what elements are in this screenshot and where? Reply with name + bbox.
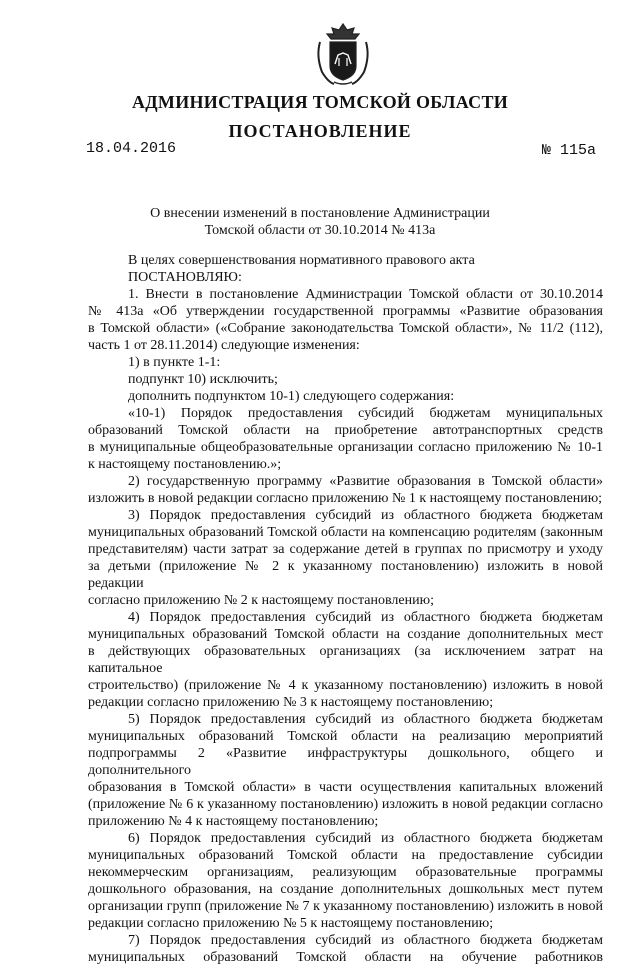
subject-line: Томской области от 30.10.2014 № 413а bbox=[204, 223, 436, 238]
preamble: В целях совершенствования нормативного правового акта bbox=[128, 253, 475, 268]
document-number: № 115а bbox=[541, 142, 596, 159]
body-line: изложить в новой редакции согласно приложению № 1 к настоящему постановлению; bbox=[88, 491, 603, 506]
decree-word: ПОСТАНОВЛЯЮ: bbox=[128, 270, 242, 285]
body-line: 1) в пункте 1-1: bbox=[128, 355, 221, 370]
document-subject bbox=[0, 205, 640, 239]
body-line: к настоящему постановлению.»; bbox=[88, 457, 282, 472]
body-line: в действующих образовательных организациях (за исключением затрат на капитальное bbox=[88, 644, 603, 676]
body-line: 5) Порядок предоставления субсидий из областного бюджета бюджетам bbox=[128, 712, 603, 727]
body-line: образования в Томской области» в части осуществления капитальных вложений bbox=[88, 780, 603, 795]
body-line: муниципальных образований Томской области на обучение работников bbox=[88, 950, 603, 965]
body-line: 1. Внести в постановление Администрации Томской области от 30.10.2014 bbox=[128, 287, 603, 302]
body-line: некоммерческим организациям, реализующим образовательные программы bbox=[88, 865, 603, 880]
body-line: 6) Порядок предоставления субсидий из областного бюджета бюджетам bbox=[128, 831, 603, 846]
body-line: 3) Порядок предоставления субсидий из областного бюджета бюджетам bbox=[128, 508, 603, 523]
subject-line: О внесении изменений в постановление Администрации bbox=[150, 206, 490, 221]
coat-of-arms-emblem bbox=[314, 22, 372, 88]
organization-title: АДМИНИСТРАЦИЯ ТОМСКОЙ ОБЛАСТИ bbox=[131, 92, 509, 112]
body-line: представителям) части затрат за содержание детей в группах по присмотру и уходу bbox=[88, 542, 603, 557]
body-line: в муниципальные общеобразовательные организации согласно приложению № 10-1 bbox=[88, 440, 603, 455]
body-line: в Томской области» («Собрание законодательства Томской области», № 11/2 (112), bbox=[88, 321, 603, 336]
body-line: (приложение № 6 к указанному постановлению) изложить в новой редакции согласно bbox=[88, 797, 603, 812]
body-line: муниципальных образований Томской области на реализацию мероприятий bbox=[88, 729, 603, 744]
body-line: строительство) (приложение № 4 к указанному постановлению) изложить в новой bbox=[88, 678, 603, 693]
body-line: 4) Порядок предоставления субсидий из областного бюджета бюджетам bbox=[128, 610, 603, 625]
body-line: дошкольного образования, на создание дополнительных дошкольных мест путем bbox=[88, 882, 603, 897]
document-date: 18.04.2016 bbox=[86, 140, 177, 157]
body-line: № 413а «Об утверждении государственной программы «Развитие образования bbox=[88, 304, 603, 319]
body-line: муниципальных образований Томской области на компенсацию родителям (законным bbox=[88, 525, 603, 540]
body-line: согласно приложению № 2 к настоящему постановлению; bbox=[88, 593, 434, 608]
body-line: организации групп (приложение № 7 к указанному постановлению) изложить в новой bbox=[88, 899, 603, 914]
body-line: муниципальных образований Томской области на создание дополнительных мест bbox=[88, 627, 603, 642]
body-line: подпрограммы 2 «Развитие инфраструктуры дошкольного, общего и дополнительного bbox=[88, 746, 603, 778]
body-line: муниципальных образований Томской области на предоставление субсидии bbox=[88, 848, 603, 863]
body-line: редакции согласно приложению № 5 к настоящему постановлению; bbox=[88, 916, 494, 931]
body-line: за детьми (приложение № 2 к указанному постановлению) изложить в новой редакции bbox=[88, 559, 603, 591]
body-line: приложению № 4 к настоящему постановлению; bbox=[88, 814, 379, 829]
body-line: редакции согласно приложению № 3 к настоящему постановлению; bbox=[88, 695, 494, 710]
body-line: «10-1) Порядок предоставления субсидий бюджетам муниципальных bbox=[128, 406, 603, 421]
body-line: образований Томской области на приобретение автотранспортных средств bbox=[88, 423, 603, 438]
body-line: 2) государственную программу «Развитие образования в Томской области» bbox=[128, 474, 603, 489]
document-type: ПОСТАНОВЛЕНИЕ bbox=[228, 121, 412, 141]
body-line: дополнить подпунктом 10-1) следующего содержания: bbox=[128, 389, 455, 404]
body-line: 7) Порядок предоставления субсидий из областного бюджета бюджетам bbox=[128, 933, 603, 948]
body-line: часть 1 от 28.11.2014) следующие изменения: bbox=[88, 338, 360, 353]
document-body bbox=[88, 252, 603, 966]
body-line: подпункт 10) исключить; bbox=[128, 372, 278, 387]
